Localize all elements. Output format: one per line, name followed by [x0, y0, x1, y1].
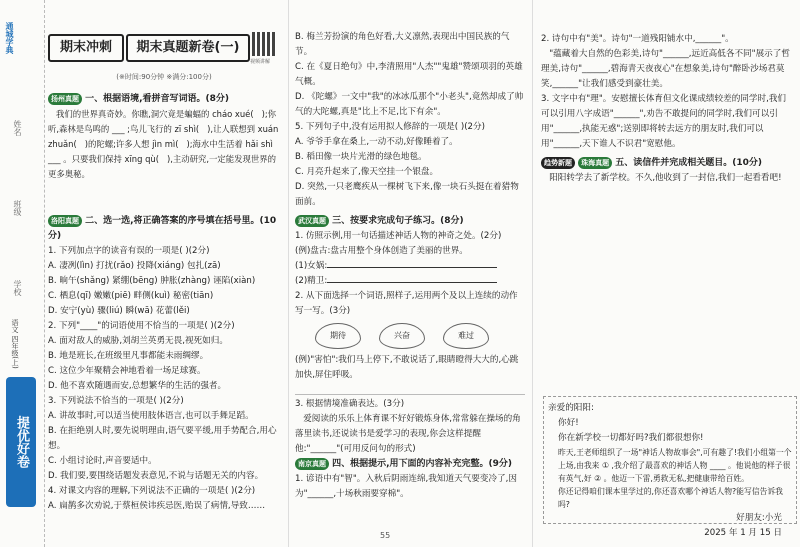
- q2-option-d: D. 他不喜欢随遇而安,总想繁华的生活的强者。: [48, 381, 227, 391]
- school-label: 学校: [13, 280, 22, 296]
- name-label: 姓名: [13, 120, 22, 136]
- q3-option-b: B. 在拒绝别人时,要先说明理由,语气要平缓,用手势配合,用心想。: [48, 426, 277, 451]
- letter-hi: 你好!: [558, 418, 579, 428]
- q5-option-c: C. 月亮升起来了,像天空挂一个银盘。: [295, 167, 439, 177]
- question-1: 1. 下列加点字的读音有误的一项是( )(2分): [48, 246, 210, 256]
- question-5: 5. 下列句子中,没有运用拟人修辞的一项是( )(2分): [295, 122, 485, 132]
- section-3-tag: 武汉真题: [295, 215, 329, 227]
- heart-option[interactable]: 兴奋: [379, 323, 425, 349]
- brand-logo: 提优好卷: [6, 377, 36, 507]
- section-5-tag: 珠海真题: [578, 157, 612, 169]
- q3-option-d: D. 我们要,要围绕话题发表意见,不说与话题无关的内容。: [48, 471, 264, 481]
- q1-option-c: C. 栖息(qī) 嫩嫩(piē) 畔侧(kuì) 秘密(tiān): [48, 291, 214, 301]
- section-2-tag: 洛阳真题: [48, 215, 82, 227]
- question-2: 2. 下列"____"的词语使用不恰当的一项是( )(2分): [48, 321, 235, 331]
- answer-line[interactable]: [295, 383, 525, 395]
- letter-paragraph-2: 昨天,王老师组织了一场"神话人物故事会",可有趣了!我们小组第一个上场,由我来 ① ,我介绍了最喜欢的神话人物 ____ 。他说他的样子很有英气,好 ② 。他迈一下雷,勇救无私,把健康带给百姓。: [558, 448, 792, 483]
- page-number: 55: [380, 531, 391, 540]
- section-5-body: 阳阳转学去了新学校。不久,他收到了一封信,我们一起看看吧!: [541, 173, 782, 183]
- section-1-tag: 扬州真题: [48, 93, 82, 105]
- letter-paragraph-3: 你还记得咱们课本里学过的,你还喜欢哪个神话人物?能写信告诉我吗?: [558, 487, 783, 509]
- letter-box: [543, 396, 797, 538]
- q1-option-d: D. 安宁(yù) 骤(liú) 瞬(wā) 花蕾(lěi): [48, 306, 190, 316]
- q2-option-b: B. 地是班长,在班级里凡事都能未雨绸缪。: [48, 351, 209, 361]
- q5-option-d: D. 突然,一只老鹰疾从一棵树飞下来,像一块石头挺在着猎物面前。: [295, 182, 519, 207]
- section-3-title: 武汉真题 三、按要求完成句子练习。(8分): [295, 214, 525, 229]
- q3-option-c: C. 小组讨论时,声音要适中。: [48, 456, 157, 466]
- s3-answer-a: (1)女娲:: [295, 259, 525, 274]
- letter-date: 2025 年 1 月 15 日: [704, 528, 782, 538]
- qr-label: 视频讲解: [250, 59, 271, 65]
- q5-option-b: B. 稻田像一块片光滑的绿色地毯。: [295, 152, 427, 162]
- question-3: 3. 下列说法不恰当的一项是( )(2分): [48, 396, 184, 406]
- s3-question-3: 3. 根据情境准确表达。(3分): [295, 399, 405, 409]
- section-1-body: 我们的世界真奇妙。你瞧,洞穴竟是蝙蝠的 cháo xué( );你听,森林是鸟鸣的 ___ ;鸟儿飞行的 zī shì( ),让人联想到 xuán zhuǎn( )的陀螺;许多人想 jìn mì( );海水中生活着 hǎi shì ___ 。只要我们保持 xīng qù( ),主动研究,一定能发现世界的更多奥秘。: [48, 109, 282, 179]
- q4-option-d: D. 《陀螺》一文中"我"的冰冰瓜那个"小老头",竟然却成了帅气的大陀螺,真是"比上不足,比下有余"。: [295, 92, 524, 117]
- s3-question-2: 2. 从下面选择一个词语,照样子,运用两个及以上连续的动作写一写。(3分): [295, 291, 518, 316]
- q2-option-a: A. 面对敌人的威胁,刘胡兰英勇无畏,视死如归。: [48, 336, 228, 346]
- letter-greeting: 亲爱的阳阳:: [548, 403, 594, 413]
- subject-label: 语文 四年级(上): [11, 319, 19, 369]
- q4-option-a: A. 扁鹊多次劝说,于蔡桓侯讳疾忌医,贻误了病情,导致……: [48, 501, 266, 511]
- header-tag-sprint: 期末冲刺: [48, 34, 124, 62]
- s4-question-1: 1. 谚语中有"智"。入秋后阴雨连绵,我知道天气要变冷了,因为"______,十场秋雨要穿棉"。: [295, 474, 517, 499]
- emotion-hearts: [295, 323, 525, 349]
- section-2-title: 洛阳真题 二、选一选,将正确答案的序号填在括号里。(10分): [48, 216, 277, 241]
- q3-option-a: A. 讲故事时,可以适当使用肢体语言,也可以手舞足蹈。: [48, 411, 254, 421]
- column-1: [48, 0, 280, 547]
- section-4-title: 南京真题 四、根据提示,用下面的内容补充完整。(9分): [295, 457, 525, 472]
- q1-option-b: B. 晌午(shǎng) 紧绷(bēng) 肿胀(zhàng) 诬陷(xiàn): [48, 276, 256, 286]
- q5-option-a: A. 爷爷手拿在桑上,一动不动,好像睡着了。: [295, 137, 458, 147]
- q1-option-a: A. 凄冽(lìn) 打扰(rǎo) 投降(xiáng) 包扎(zā): [48, 261, 221, 271]
- letter-signature: 好朋友:小光: [736, 513, 782, 523]
- answer-line[interactable]: [327, 282, 497, 283]
- q2-option-c: C. 这位少年聚精会神地看着一场足球赛。: [48, 366, 206, 376]
- section-1-title: 扬州真题 一、根据语境,看拼音写词语。(8分): [48, 92, 280, 107]
- s4-question-3: 3. 文字中有"理"。安慰擅长体育但文化课成绩较差的同学时,我们可以引用八字成语"______",劝告不敢提问的同学时,我们可以引用"______,执能无惑";送别即将转去远方的朋友时,我们可以用"______,天下谁人不识君"宽慰他。: [541, 94, 787, 149]
- heart-option[interactable]: 难过: [443, 323, 489, 349]
- s3-answer-b: (2)精卫:: [295, 274, 525, 289]
- heart-option[interactable]: 期待: [315, 323, 361, 349]
- s3-question-1: 1. 仿照示例,用一句话描述神话人物的神奇之处。(2分): [295, 231, 502, 241]
- section-5-trend-tag: 趋势新题: [541, 157, 575, 169]
- binding-margin: [0, 0, 45, 547]
- s3-example: (例)盘古:盘古用整个身体创造了美丽的世界。: [295, 246, 468, 256]
- letter-paragraph-1: 你在新学校一切都好吗?我们都很想你!: [558, 433, 704, 443]
- class-label: 班级: [13, 200, 22, 216]
- exam-meta: (※时间:90分钟 ※满分:100分): [116, 73, 212, 81]
- answer-line[interactable]: [327, 267, 497, 268]
- s4-question-2: 2. 诗句中有"美"。诗句"一道残阳铺水中,______"。: [541, 34, 734, 44]
- s3-example-2: (例)"害怕":我们马上停下,不敢说话了,眼睛瞪得大大的,心跳加快,屏住呼吸。: [295, 355, 519, 380]
- column-2: [288, 0, 531, 547]
- question-4: 4. 对课文内容的理解,下列说法不正确的一项是( )(2分): [48, 486, 256, 496]
- s4-question-2-body: "蕴藏着大自然的色彩美,诗句"______,远近高低各不同"展示了哲理美,诗句"______,碧海青天夜夜心"在想象美,诗句"醉卧沙场君莫笑,______"让我们感受到豪壮美。: [541, 49, 790, 89]
- s3-question-3-body: 爱阅读的乐乐上体育课不好好锻炼身体,常常躲在操场的角落里读书,还说读书是爱学习的表现,你会这样提醒他:"______"(可用反问句的形式): [295, 414, 521, 454]
- section-4-tag: 南京真题: [295, 458, 329, 470]
- q4-option-c: C. 在《夏日绝句》中,李清照用"人杰""鬼雄"赞颂项羽的英雄气概。: [295, 62, 523, 87]
- brand-sub: 通城学典: [5, 22, 14, 54]
- q4-option-b: B. 梅兰芳扮演的角色好看,大义凛然,表现出中国民族的气节。: [295, 32, 510, 57]
- column-3: [532, 0, 799, 547]
- section-5-title: 趋势新题 珠海真题 五、读信件并完成相关题目。(10分): [541, 156, 791, 171]
- header-title: 期末真题新卷(一): [126, 34, 250, 62]
